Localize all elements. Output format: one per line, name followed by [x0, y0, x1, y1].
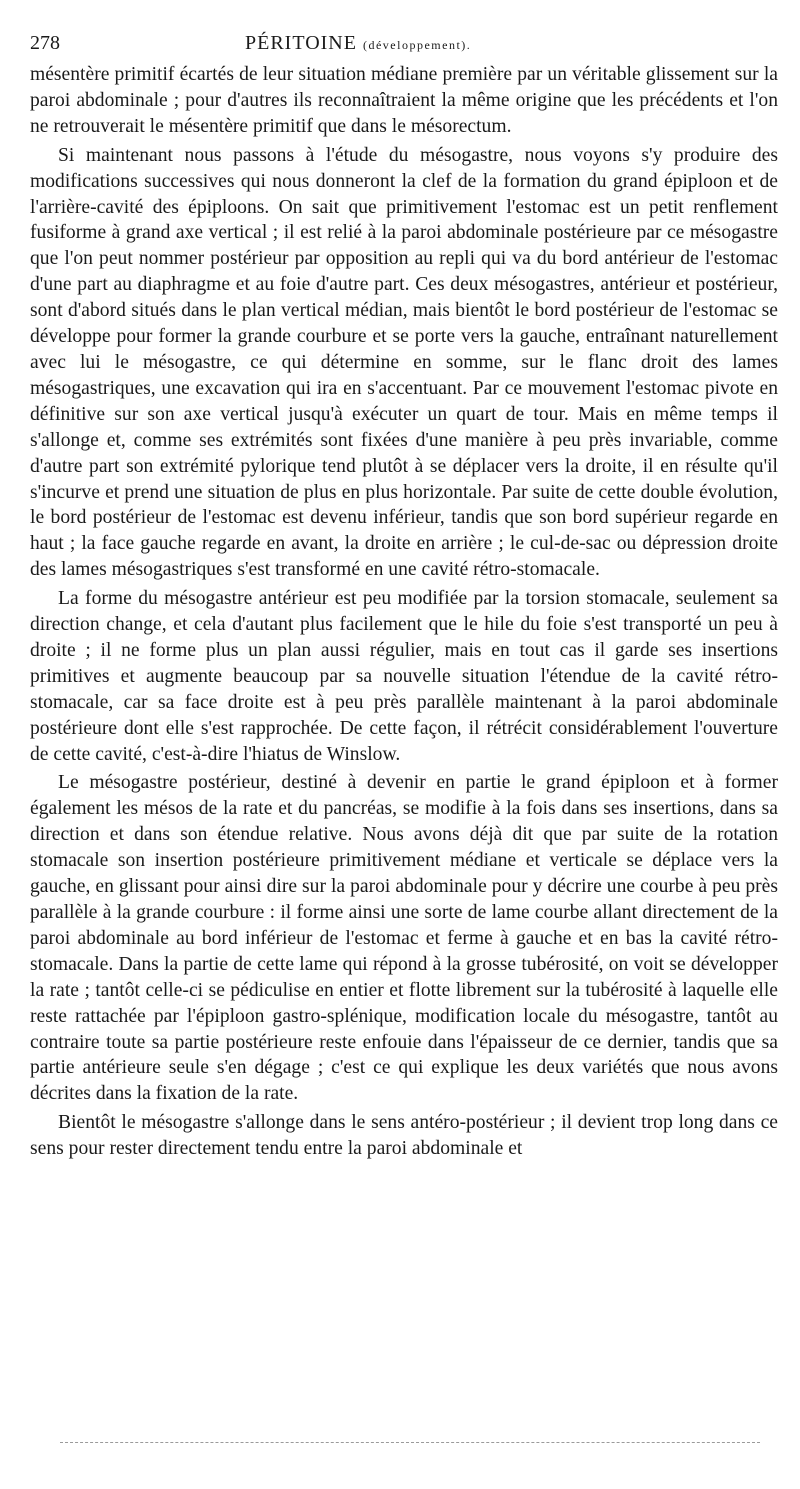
paragraph: Le mésogastre postérieur, destiné à devenir en partie le grand épiploon et à former également les mésos de la rate et du pancréas, se modifie à la fois dans ses insertions, dans sa direction et dans son étendue relative. Nous avons déjà dit que par suite de la rotation stomacale son insertion postérieure primitivement médiane et verticale se déplace vers la gauche, en glissant pour ainsi dire sur la paroi abdominale pour y décrire une courbe à peu près parallèle à la grande courbure : il forme ainsi une sorte de lame courbe allant directement de la paroi abdominale au bord inférieur de l'estomac et ferme à gauche et en bas la cavité rétro-stomacale. Dans la partie de cette lame qui répond à la grosse tubérosité, on voit se développer la rate ; tantôt celle-ci se pédiculise en entier et flotte librement sur la tubérosité à laquelle elle reste rattachée par l'épiploon gastro-splénique, modification locale du mésogastre, tantôt au contraire toute sa partie postérieure reste enfouie dans l'épaisseur de ce dernier, tandis que sa partie antérieure seule s'en dégage ; c'est ce qui explique les deux variétés que nous avons décrites dans la fixation de la rate. [30, 772, 778, 1105]
running-head-title: PÉRITOINE [245, 32, 357, 54]
body-text [30, 62, 778, 1165]
paragraph: mésentère primitif écartés de leur situation médiane première par un véritable glissement sur la paroi abdominale ; pour d'autres ils reconnaîtraient la même origine que les précédents et l'on ne retrouverait le mésentère primitif que dans le mésorectum. [30, 64, 778, 137]
paragraph: Bientôt le mésogastre s'allonge dans le sens antéro-postérieur ; il devient trop long dans ce sens pour rester directement tendu entre la paroi abdominale et [30, 1112, 778, 1160]
running-head-subtitle: (développement). [362, 38, 472, 52]
paragraph: Si maintenant nous passons à l'étude du mésogastre, nous voyons s'y produire des modifications successives qui nous donneront la clef de la formation du grand épiploon et de l'arrière-cavité des épiploons. On sait que primitivement l'estomac est un petit renflement fusiforme à grand axe vertical ; il est relié à la paroi abdominale postérieure par ce mésogastre que l'on peut nommer postérieur par opposition au repli qui va du bord antérieur de l'estomac d'une part au diaphragme et au foie d'autre part. Ces deux mésogastres, antérieur et postérieur, sont d'abord situés dans le plan vertical médian, mais bientôt le bord postérieur de l'estomac se développe pour former la grande courbure et se porte vers la gauche, entraînant naturellement avec lui le mésogastre, ce qui détermine en somme, sur le flanc droit des lames mésogastriques, une excavation qui ira en s'accentuant. Par ce mouvement l'estomac pivote en définitive sur son axe vertical jusqu'à exécuter un quart de tour. Mais en même temps il s'allonge et, comme ses extrémités sont fixées d'une manière à peu près invariable, comme d'autre part son extrémité pylorique tend plutôt à se déplacer vers la droite, il en résulte qu'il s'incurve et prend une situation de plus en plus horizontale. Par suite de cette double évolution, le bord postérieur de l'estomac est devenu inférieur, tandis que son bord supérieur regarde en haut ; la face gauche regarde en avant, la droite en arrière ; le cul-de-sac ou dépression droite des lames mésogastriques s'est transformé en une cavité rétro-stomacale. [30, 144, 778, 581]
running-head [245, 32, 471, 55]
page-header [30, 32, 775, 60]
page-number: 278 [30, 32, 60, 54]
paragraph: La forme du mésogastre antérieur est peu modifiée par la torsion stomacale, seulement sa direction change, et cela d'autant plus facilement que le hile du foie s'est transporté un peu à droite ; il ne forme plus un plan aussi régulier, mais en tout cas il garde ses insertions primitives et augmente beaucoup par sa nouvelle situation l'étendue de la cavité rétro-stomacale, car sa face droite est à peu près parallèle maintenant à la paroi abdominale postérieure dont elle s'est rapprochée. De cette façon, il rétrécit considérablement l'ouverture de cette cavité, c'est-à-dire l'hiatus de Winslow. [30, 588, 778, 765]
footer-divider [60, 1442, 760, 1443]
